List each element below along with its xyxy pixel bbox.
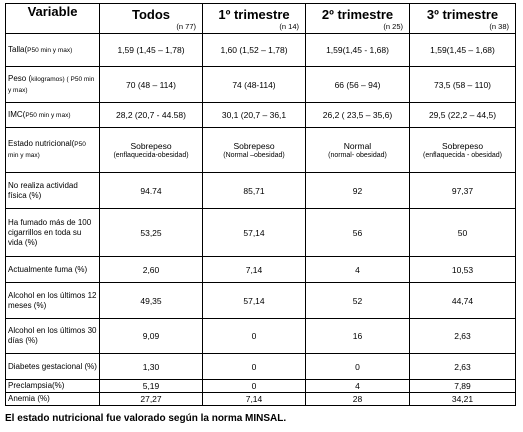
header-n: (n 38) bbox=[489, 21, 509, 31]
cell-value: 92 bbox=[306, 173, 410, 209]
cell-value: 49,35 bbox=[100, 283, 203, 319]
header-row bbox=[6, 4, 516, 34]
cell-value: 74 (48-114) bbox=[203, 67, 306, 103]
row-label: Ha fumado más de 100 cigarrillos en toda su vida (%) bbox=[6, 209, 100, 257]
cell-value: Sobrepeso (Normal –obesidad) bbox=[203, 128, 306, 173]
cell-value: 26,2 ( 23,5 – 35,6) bbox=[306, 103, 410, 128]
cell-value: 50 bbox=[410, 209, 516, 257]
cell-value: 10,53 bbox=[410, 257, 516, 283]
cell-value: 0 bbox=[203, 354, 306, 380]
cell-value: 53,25 bbox=[100, 209, 203, 257]
header-title: 1º trimestre bbox=[218, 6, 290, 22]
cell-value: 0 bbox=[306, 354, 410, 380]
header-col-t3 bbox=[410, 4, 516, 34]
cell-value: 9,09 bbox=[100, 319, 203, 354]
cell-value: 57,14 bbox=[203, 209, 306, 257]
header-n: (n 14) bbox=[279, 21, 299, 31]
header-title: 2º trimestre bbox=[321, 6, 394, 22]
table-row bbox=[6, 283, 516, 319]
row-label: Anemia (%) bbox=[6, 393, 100, 406]
cell-value: 57,14 bbox=[203, 283, 306, 319]
row-label: Talla(P50 min y max) bbox=[6, 34, 100, 67]
cell-value: 1,59(1,45 – 1,68) bbox=[410, 34, 516, 67]
cell-value: 29,5 (22,2 – 44,5) bbox=[410, 103, 516, 128]
cell-value: 34,21 bbox=[410, 393, 516, 406]
table-row bbox=[6, 103, 516, 128]
table-row bbox=[6, 393, 516, 406]
cell-value: 16 bbox=[306, 319, 410, 354]
cell-value: 1,59(1,45 - 1,68) bbox=[306, 34, 410, 67]
cell-value: 30,1 (20,7 – 36,1 bbox=[203, 103, 306, 128]
row-label: No realiza actividad física (%) bbox=[6, 173, 100, 209]
cell-value: 44,74 bbox=[410, 283, 516, 319]
header-title: Todos bbox=[131, 6, 171, 22]
cell-value: Normal (normal- obesidad) bbox=[306, 128, 410, 173]
cell-value: Sobrepeso (enflaquecida-obesidad) bbox=[100, 128, 203, 173]
cell-value: 1,30 bbox=[100, 354, 203, 380]
row-label: Peso (kilogramos) ( P50 min y max) bbox=[6, 67, 100, 103]
header-n: (n 77) bbox=[176, 21, 196, 31]
cell-value: 2,63 bbox=[410, 319, 516, 354]
header-col-t2 bbox=[306, 4, 410, 34]
cell-value: 56 bbox=[306, 209, 410, 257]
row-label: Alcohol en los últimos 12 meses (%) bbox=[6, 283, 100, 319]
cell-value: 7,14 bbox=[203, 257, 306, 283]
cell-value: 27,27 bbox=[100, 393, 203, 406]
cell-value: 1,60 (1,52 – 1,78) bbox=[203, 34, 306, 67]
cell-value: 73,5 (58 – 110) bbox=[410, 67, 516, 103]
row-label: Preclampsia(%) bbox=[6, 380, 100, 393]
table-row bbox=[6, 173, 516, 209]
table-row bbox=[6, 319, 516, 354]
cell-value: 4 bbox=[306, 257, 410, 283]
cell-value: Sobrepeso (enflaquecida - obesidad) bbox=[410, 128, 516, 173]
table-row bbox=[6, 354, 516, 380]
cell-value: 28,2 (20,7 - 44.58) bbox=[100, 103, 203, 128]
cell-value: 85,71 bbox=[203, 173, 306, 209]
row-label: IMC(P50 min y max) bbox=[6, 103, 100, 128]
row-label: Actualmente fuma (%) bbox=[6, 257, 100, 283]
header-col-todos bbox=[100, 4, 203, 34]
footnote: El estado nutricional fue valorado según la norma MINSAL. bbox=[5, 413, 287, 424]
cell-value: 0 bbox=[203, 380, 306, 393]
cell-value: 1,59 (1,45 – 1,78) bbox=[100, 34, 203, 67]
cell-value: 2,63 bbox=[410, 354, 516, 380]
cell-value: 97,37 bbox=[410, 173, 516, 209]
table-row bbox=[6, 380, 516, 393]
header-col-t1 bbox=[203, 4, 306, 34]
cell-value: 52 bbox=[306, 283, 410, 319]
results-table bbox=[5, 3, 516, 406]
cell-value: 5,19 bbox=[100, 380, 203, 393]
cell-value: 66 (56 – 94) bbox=[306, 67, 410, 103]
cell-value: 0 bbox=[203, 319, 306, 354]
row-label: Diabetes gestacional (%) bbox=[6, 354, 100, 380]
table-row bbox=[6, 67, 516, 103]
cell-value: 4 bbox=[306, 380, 410, 393]
row-label: Estado nutricional(P50 min y max) bbox=[6, 128, 100, 173]
cell-value: 2,60 bbox=[100, 257, 203, 283]
cell-value: 70 (48 – 114) bbox=[100, 67, 203, 103]
cell-value: 7,89 bbox=[410, 380, 516, 393]
table-row bbox=[6, 209, 516, 257]
table-row bbox=[6, 257, 516, 283]
header-title: 3º trimestre bbox=[426, 6, 499, 22]
row-label: Alcohol en los últimos 30 días (%) bbox=[6, 319, 100, 354]
table-row bbox=[6, 34, 516, 67]
header-variable: Variable bbox=[6, 4, 100, 34]
table-row bbox=[6, 128, 516, 173]
cell-value: 7,14 bbox=[203, 393, 306, 406]
header-n: (n 25) bbox=[383, 21, 403, 31]
cell-value: 28 bbox=[306, 393, 410, 406]
cell-value: 94.74 bbox=[100, 173, 203, 209]
